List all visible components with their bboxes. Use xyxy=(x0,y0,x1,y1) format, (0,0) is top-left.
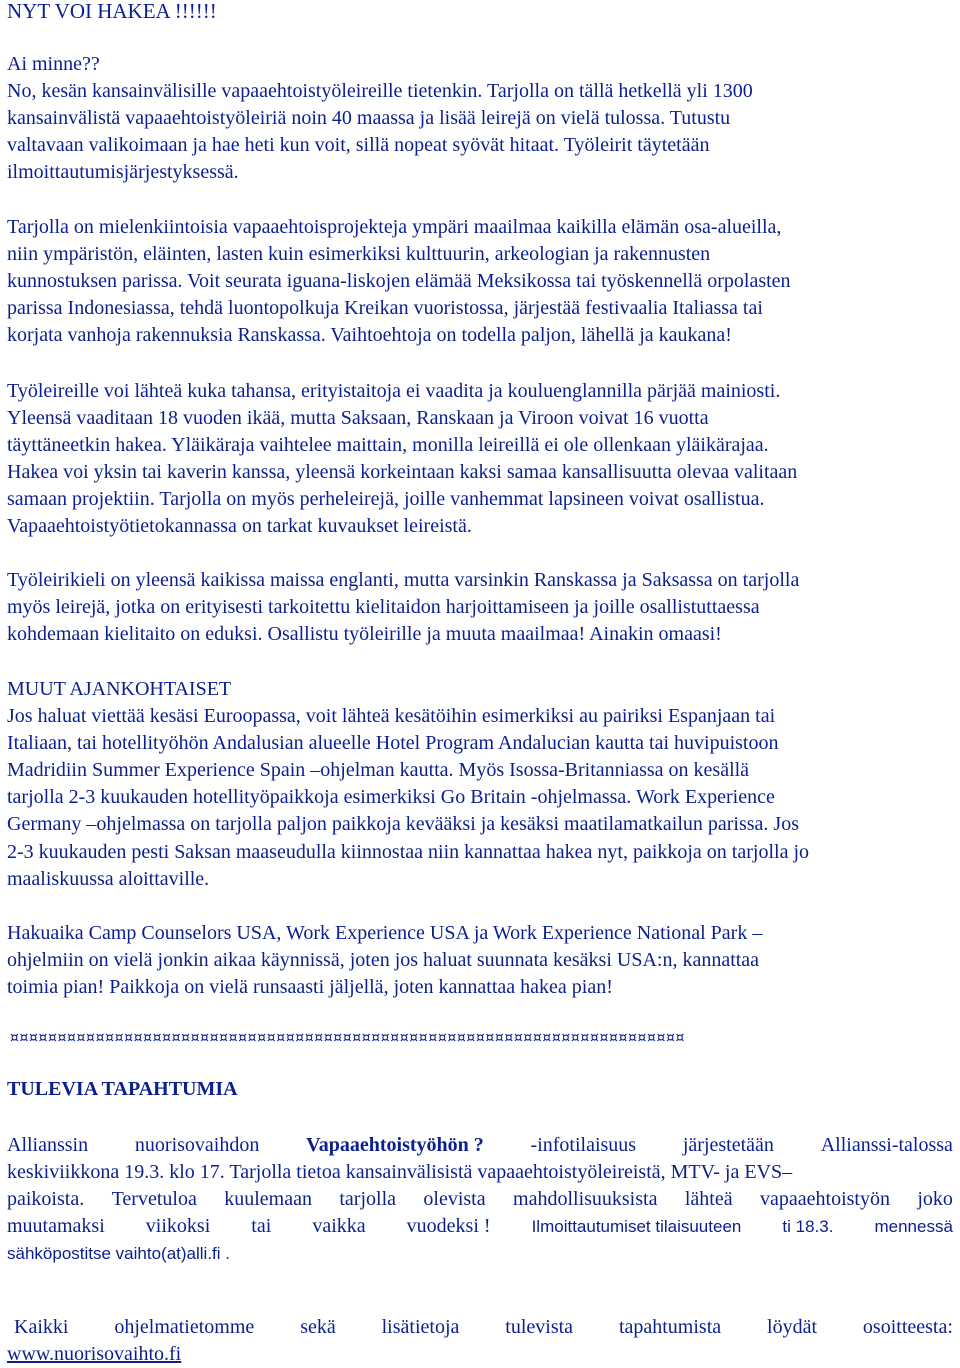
intro-line: No, kesän kansainvälisille vapaaehtoistyöleireille tietenkin. Tarjolla on tällä hetkellä yli 1300 xyxy=(7,80,753,102)
intro-question: Ai minne?? xyxy=(7,53,100,75)
footer-word: lisätietoja xyxy=(381,1316,460,1338)
footer-line xyxy=(14,1314,953,1341)
events-word: olevista xyxy=(423,1188,486,1210)
current-line: 2-3 kuukauden pesti Saksan maaseudulla kiinnostaa niin kannattaa hakea nyt, paikkoja on tarjolla jo xyxy=(7,841,810,863)
eligibility-line: Hakea voi yksin tai kaverin kanssa, yleensä korkeintaan kaksi samaa kansallisuutta olevaa valitaan xyxy=(7,461,798,483)
events-word: mahdollisuuksista xyxy=(513,1188,658,1210)
registration-text: mennessä xyxy=(874,1217,953,1236)
current-line: Germany –ohjelmassa on tarjolla paljon paikkoja kevääksi ja kesäksi maatilamatkailun parissa. Jos xyxy=(7,813,800,835)
events-word: vuodeksi ! xyxy=(406,1215,491,1237)
current-line: maaliskuussa aloittaville. xyxy=(7,868,210,890)
current-line: Italiaan, tai hotellityöhön Andalusian alueelle Hotel Program Andalucian kautta tai huvipuistoon xyxy=(7,732,779,754)
eligibility-line: samaan projektiin. Tarjolla on myös perheleirejä, joille vanhemmat lapsineen voivat osallistua. xyxy=(7,488,765,510)
events-heading: TULEVIA TAPAHTUMIA xyxy=(7,1078,238,1100)
projects-line: korjata vanhoja rakennuksia Ranskassa. Vaihtoehtoja on todella paljon, lähellä ja kaukana! xyxy=(7,324,732,346)
website-link[interactable]: www.nuorisovaihto.fi xyxy=(7,1343,182,1365)
current-line: Jos haluat viettää kesäsi Euroopassa, voit lähteä kesätöihin esimerkiksi au pairiksi Espanjaan tai xyxy=(7,705,776,727)
events-word: Tervetuloa xyxy=(111,1188,197,1210)
projects-line: Tarjolla on mielenkiintoisia vapaaehtoisprojekteja ympäri maailmaa kaikilla elämän osa-alueilla, xyxy=(7,216,782,238)
eligibility-line: Vapaaehtoistyötietokannassa on tarkat kuvaukset leireistä. xyxy=(7,515,472,537)
intro-line: kansainvälistä vapaaehtoistyöleiriä noin 40 maassa ja lisää leirejä on vielä tulossa. Tutustu xyxy=(7,107,731,129)
language-line: Työleirikieli on yleensä kaikissa maissa englanti, mutta varsinkin Ranskassa ja Saksassa on tarjolla xyxy=(7,569,800,591)
events-word: kuulemaan xyxy=(224,1188,312,1210)
events-word: -infotilaisuus xyxy=(530,1134,637,1156)
events-word: viikoksi xyxy=(145,1215,211,1237)
footer-word: Kaikki xyxy=(14,1316,69,1338)
registration-text: Ilmoittautumiset tilaisuuteen xyxy=(531,1217,742,1236)
events-word: tai xyxy=(251,1215,272,1237)
footer-word: löydät xyxy=(767,1316,818,1338)
footer-word: sekä xyxy=(300,1316,336,1338)
footer-word: tulevista xyxy=(505,1316,574,1338)
eligibility-line: täyttäneetkin hakea. Yläikäraja vaihtelee maittain, monilla leireillä ei ole ollenkaan yläikärajaa. xyxy=(7,434,769,456)
footer-word: tapahtumista xyxy=(618,1316,722,1338)
events-word: Allianssin xyxy=(7,1134,89,1156)
events-word: muutamaksi xyxy=(7,1215,105,1237)
usa-line: ohjelmiin on vielä jonkin aikaa käynnissä, joten jos haluat suunnata kesäksi USA:n, kannattaa xyxy=(7,949,760,971)
footer-link-line xyxy=(7,1341,181,1368)
footer-word: ohjelmatietomme xyxy=(114,1316,255,1338)
current-heading: MUUT AJANKOHTAISET xyxy=(7,678,232,700)
events-word: tarjolla xyxy=(339,1188,397,1210)
events-word: vaikka xyxy=(312,1215,366,1237)
events-word: Allianssi-talossa xyxy=(820,1134,953,1156)
events-word: nuorisovaihdon xyxy=(134,1134,260,1156)
events-word: lähteä xyxy=(684,1188,733,1210)
usa-line: toimia pian! Paikkoja on vielä runsaasti jäljellä, joten kannattaa hakea pian! xyxy=(7,976,613,998)
intro-line: valtavaan valikoimaan ja hae heti kun voit, sillä nopeat syövät hitaat. Työleirit täytetään xyxy=(7,134,710,156)
eligibility-line: Työleireille voi lähteä kuka tahansa, erityistaitoja ei vaadita ja kouluenglannilla pärjää mainiosti. xyxy=(7,380,781,402)
registration-date: ti 18.3. xyxy=(782,1217,834,1236)
current-line: tarjolla 2-3 kuukauden hotellityöpaikkoja esimerkiksi Go Britain -ohjelmassa. Work Experience xyxy=(7,786,775,808)
eligibility-line: Yleensä vaaditaan 18 vuoden ikää, mutta Saksaan, Ranskaan ja Viroon voivat 16 vuotta xyxy=(7,407,709,429)
separator-ornament: ¤¤¤¤¤¤¤¤¤¤¤¤¤¤¤¤¤¤¤¤¤¤¤¤¤¤¤¤¤¤¤¤¤¤¤¤¤¤¤¤¤¤¤¤¤¤¤¤¤¤¤¤¤¤¤¤¤¤¤¤¤¤¤¤¤¤¤¤¤¤¤ xyxy=(10,1030,686,1046)
events-line: keskiviikkona 19.3. klo 17. Tarjolla tietoa kansainvälisistä vapaaehtoistyöleireistä, MTV- ja EVS– xyxy=(7,1161,793,1183)
projects-line: kunnostuksen parissa. Voit seurata iguana-liskojen elämää Meksikossa tai työskennellä orpolasten xyxy=(7,270,791,292)
language-line: myös leirejä, jotka on erityisesti tarkoitettu kielitaidon harjoittamiseen ja joille osallistuttaessa xyxy=(7,596,760,618)
intro-line: ilmoittautumisjärjestyksessä. xyxy=(7,161,239,183)
events-word: järjestetään xyxy=(682,1134,774,1156)
footer-word: osoitteesta: xyxy=(862,1316,953,1338)
events-word: vapaaehtoistyön xyxy=(760,1188,890,1210)
page-title: NYT VOI HAKEA !!!!!! xyxy=(7,0,217,23)
current-line: Madridiin Summer Experience Spain –ohjelman kautta. Myös Isossa-Britanniassa on kesällä xyxy=(7,759,750,781)
event-title: Vapaaehtoistyöhön ? xyxy=(306,1134,484,1156)
events-word: joko xyxy=(917,1188,953,1210)
events-line xyxy=(7,1132,953,1159)
language-line: kohdemaan kielitaito on eduksi. Osallistu työleirille ja muuta maailmaa! Ainakin omaasi! xyxy=(7,623,722,645)
projects-line: parissa Indonesiassa, tehdä luontopolkuja Kreikan vuoristossa, järjestää festivaalia Italiassa tai xyxy=(7,297,763,319)
events-line xyxy=(7,1213,953,1240)
events-line xyxy=(7,1186,953,1213)
events-word: paikoista. xyxy=(7,1188,85,1210)
registration-email: sähköpostitse vaihto(at)alli.fi . xyxy=(7,1244,230,1263)
usa-line: Hakuaika Camp Counselors USA, Work Experience USA ja Work Experience National Park – xyxy=(7,922,763,944)
projects-line: niin ympäristön, eläinten, lasten kuin esimerkiksi kulttuurin, arkeologian ja rakennusten xyxy=(7,243,711,265)
